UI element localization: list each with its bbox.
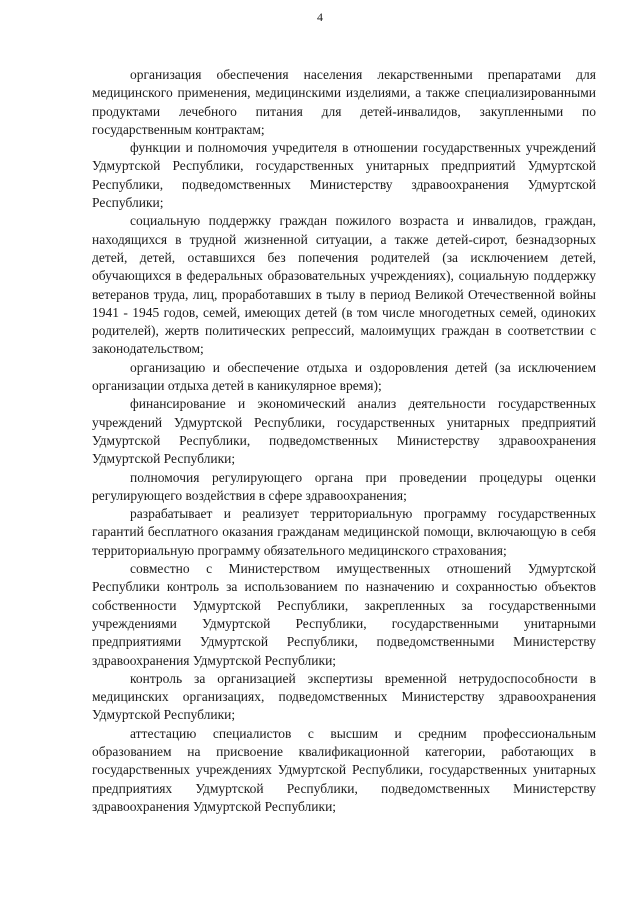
document-body (92, 66, 596, 816)
paragraph: контроль за организацией экспертизы временной нетрудоспособности в медицинских организациях, подведомственных Министерству здравоохранения Удмуртской Республики; (92, 670, 596, 723)
paragraph: организация обеспечения населения лекарственными препаратами для медицинского применения, медицинскими изделиями, а также специализированными продуктами лечебного питания для детей-инвалидов, закупленными по государственным контрактам; (92, 67, 596, 137)
paragraph: совместно с Министерством имущественных отношений Удмуртской Республики контроль за использованием по назначению и сохранностью объектов собственности Удмуртской Республики, закрепленных за государственными учреждениями Удмуртской Республики, государственными унитарными предприятиями Удмуртской Республики, подведомственными Министерству здравоохранения Удмуртской Республики; (92, 561, 596, 668)
paragraph: функции и полномочия учредителя в отношении государственных учреждений Удмуртской Республики, государственных унитарных предприятий Удмуртской Республики, подведомственных Министерству здравоохранения Удмуртской Республики; (92, 140, 596, 211)
paragraph: социальную поддержку граждан пожилого возраста и инвалидов, граждан, находящихся в трудной жизненной ситуации, а также детей-сирот, безнадзорных детей, детей, оставшихся без попечения родителей (за исключением детей, обучающихся в федеральных образовательных учреждениях), социальную поддержку ветеранов труда, лиц, проработавших в тылу в период Великой Отечественной войны 1941 - 1945 годов, семей, имеющих детей (в том числе многодетных семей, одиноких родителей), жертв политических репрессий, малоимущих граждан в соответствии с законодательством; (92, 213, 596, 357)
paragraph: полномочия регулирующего органа при проведении процедуры оценки регулирующего воздействия в сфере здравоохранения; (92, 469, 596, 503)
paragraph: аттестацию специалистов с высшим и средним профессиональным образованием на присвоение квалификационной категории, работающих в государственных учреждениях Удмуртской Республики, государственных унитарных предприятиях Удмуртской Республики, подведомственных Министерству здравоохранения Удмуртской Республики; (92, 725, 596, 814)
page-number: 4 (317, 10, 323, 24)
paragraph: финансирование и экономический анализ деятельности государственных учреждений Удмуртской Республики, государственных унитарных предприятий Удмуртской Республики, подведомственных Министерству здравоохранения Удмуртской Республики; (92, 396, 596, 467)
paragraph: организацию и обеспечение отдыха и оздоровления детей (за исключением организации отдыха детей в каникулярное время); (92, 359, 596, 394)
paragraph: разрабатывает и реализует территориальную программу государственных гарантий бесплатного оказания гражданам медицинской помощи, включающую в себя территориальную программу обязательного медицинского страхования; (92, 506, 596, 558)
